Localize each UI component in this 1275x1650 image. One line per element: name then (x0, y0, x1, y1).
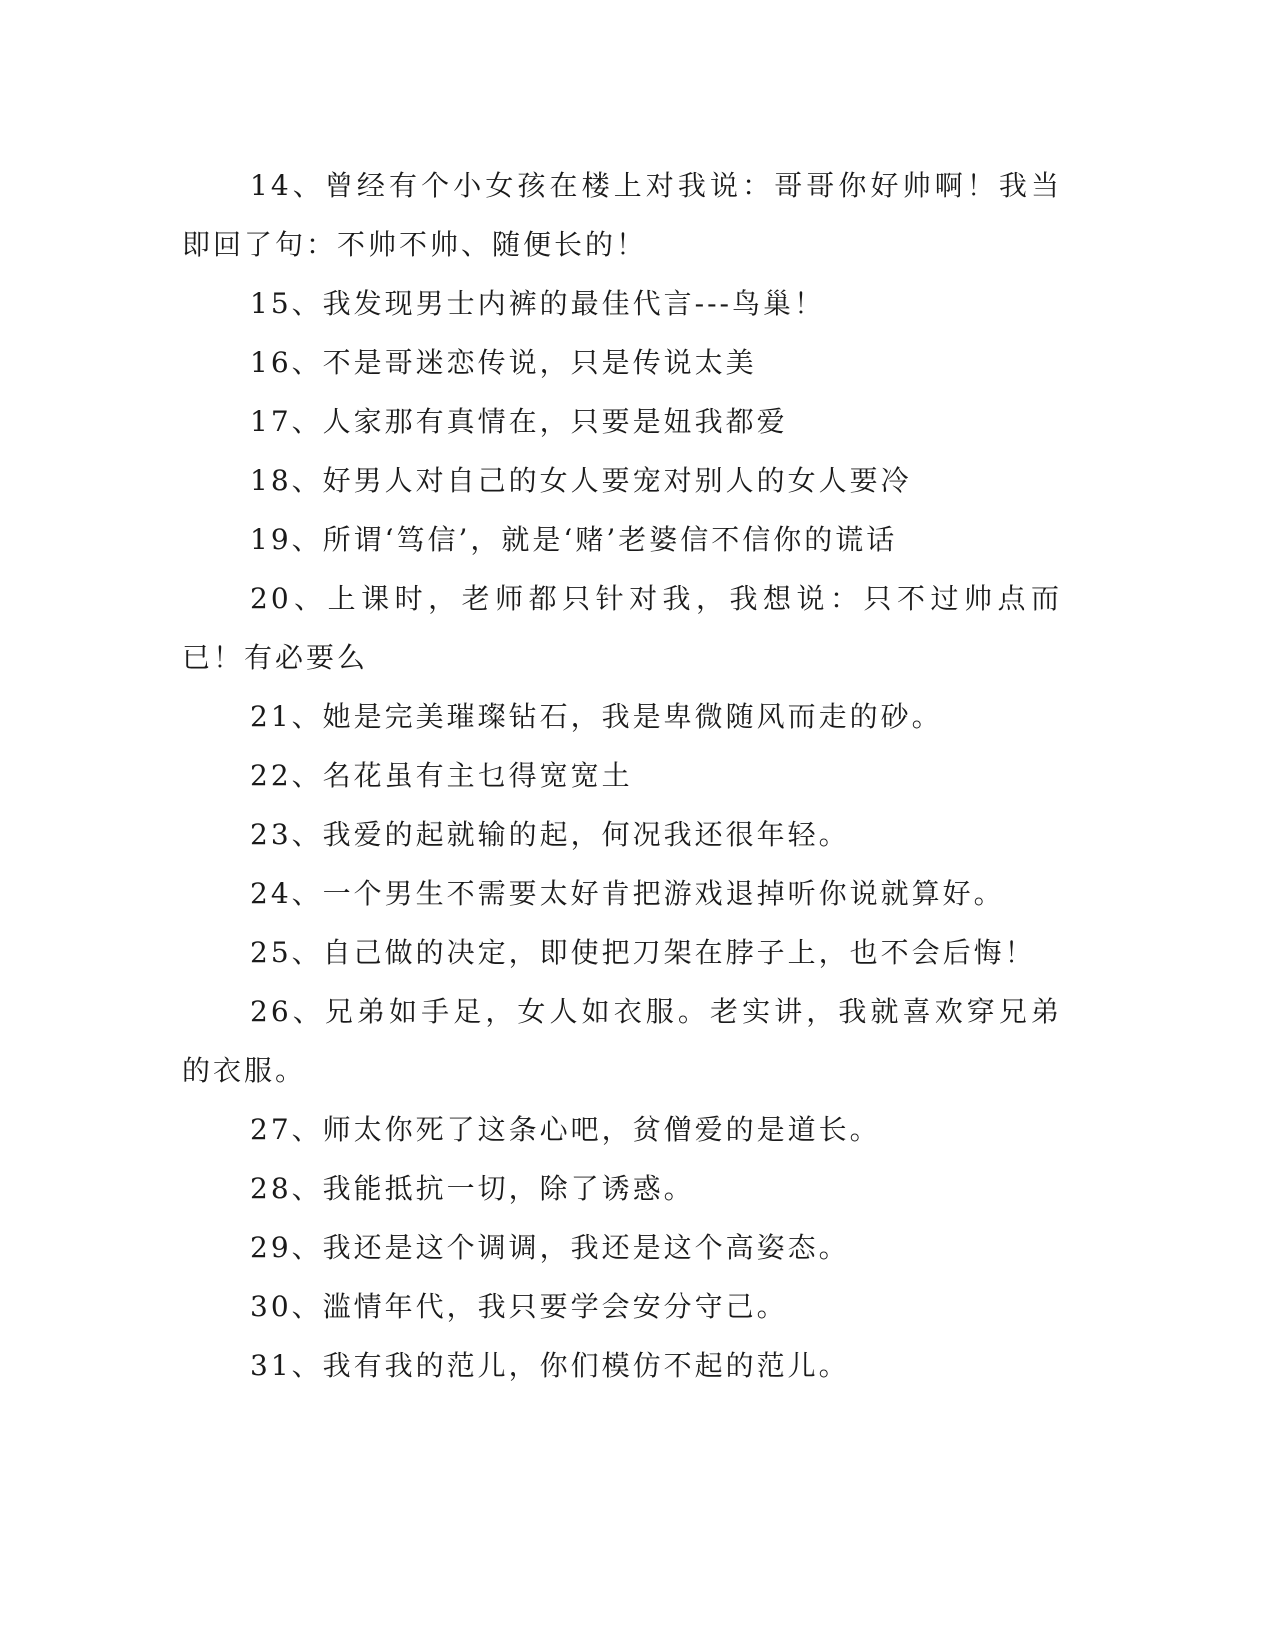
paragraph-24: 24、一个男生不需要太好肯把游戏退掉听你说就算好。 (250, 877, 1005, 910)
paragraph-27: 27、师太你死了这条心吧，贫僧爱的是道长。 (250, 1113, 881, 1146)
paragraph-18: 18、好男人对自己的女人要宠对别人的女人要冷 (250, 464, 912, 497)
paragraph-31: 31、我有我的范儿，你们模仿不起的范儿。 (250, 1349, 850, 1382)
paragraph-22: 22、名花虽有主乜得宽宽土 (250, 759, 633, 792)
paragraph-23: 23、我爱的起就输的起，何况我还很年轻。 (250, 818, 850, 851)
paragraph-14: 14、曾经有个小女孩在楼上对我说：哥哥你好帅啊！我当即回了句：不帅不帅、随便长的！ (182, 169, 1062, 261)
paragraph-17: 17、人家那有真情在，只要是妞我都爱 (250, 405, 788, 438)
paragraph-19: 19、所谓‘笃信’，就是‘赌’老婆信不信你的谎话 (250, 523, 898, 556)
paragraph-15: 15、我发现男士内裤的最佳代言---鸟巢！ (250, 287, 826, 320)
document-body (182, 156, 1062, 1395)
paragraph-20: 20、上课时，老师都只针对我，我想说：只不过帅点而已！有必要么 (182, 582, 1062, 674)
paragraph-28: 28、我能抵抗一切，除了诱惑。 (250, 1172, 695, 1205)
paragraph-26: 26、兄弟如手足，女人如衣服。老实讲，我就喜欢穿兄弟的衣服。 (182, 995, 1062, 1087)
paragraph-16: 16、不是哥迷恋传说，只是传说太美 (250, 346, 757, 379)
paragraph-25: 25、自己做的决定，即使把刀架在脖子上，也不会后悔！ (250, 936, 1036, 969)
paragraph-30: 30、滥情年代，我只要学会安分守己。 (250, 1290, 788, 1323)
paragraph-29: 29、我还是这个调调，我还是这个高姿态。 (250, 1231, 850, 1264)
paragraph-21: 21、她是完美璀璨钻石，我是卑微随风而走的砂。 (250, 700, 943, 733)
